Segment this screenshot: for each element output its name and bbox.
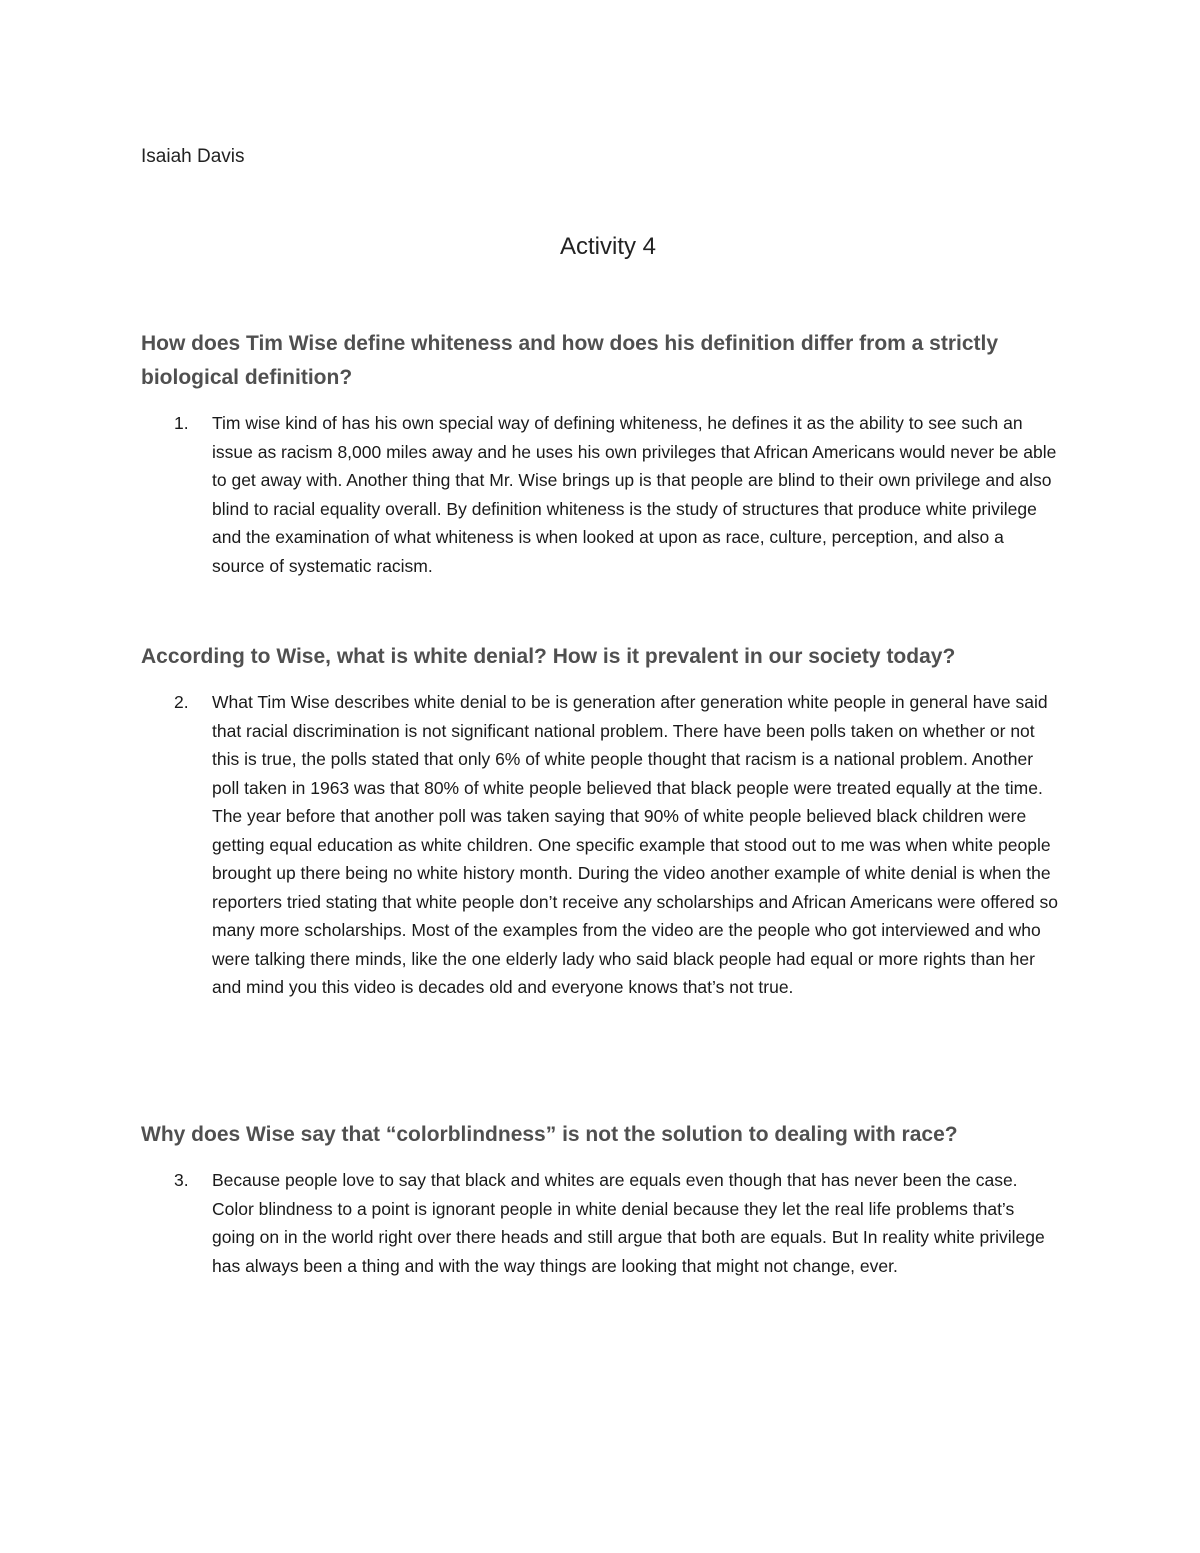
answer-number-2: 2.: [174, 692, 189, 712]
question-heading-2: According to Wise, what is white denial? How is it prevalent in our society today?: [141, 645, 956, 668]
author-name: Isaiah Davis: [141, 146, 245, 167]
question-heading-3: Why does Wise say that “colorblindness” is not the solution to dealing with race?: [141, 1123, 958, 1146]
answer-item-2: [141, 688, 1061, 1058]
answer-text-2: What Tim Wise describes white denial to be is generation after generation white people in general have said that racial discrimination is not significant national problem. There have been polls taken on whether or not this is true, the polls stated that only 6% of white people thought that racism is a national problem. Another poll taken in 1963 was that 80% of white people believed that black people were treated equally at the time. The year before that another poll was taken saying that 90% of white people believed black children were getting equal education as white children. One specific example that stood out to me was when white people brought up there being no white history month. During the video another example of white denial is when the reporters tried stating that white people don’t receive any scholarships and African Americans were offered so many more scholarships. Most of the examples from the video are the people who got interviewed and who were talking there minds, like the one elderly lady who said black people had equal or more rights than her and mind you this video is decades old and everyone knows that’s not true.: [212, 692, 1058, 997]
answer-number-1: 1.: [174, 413, 189, 433]
answer-text-3: Because people love to say that black and whites are equals even though that has never been the case. Color blindness to a point is ignorant people in white denial because they let the real life problems that’s going on in the world right over there heads and still argue that both are equals. But In reality white privilege has always been a thing and with the way things are looking that might not change, ever.: [212, 1170, 1045, 1276]
answer-item-3: [141, 1166, 1061, 1316]
answer-number-3: 3.: [174, 1170, 189, 1190]
question-heading-1: How does Tim Wise define whiteness and how does his definition differ from a strictly biological definition?: [141, 332, 999, 389]
answer-item-1: [141, 409, 1061, 584]
page-title: Activity 4: [559, 233, 657, 260]
answer-text-1: Tim wise kind of has his own special way of defining whiteness, he defines it as the ability to see such an issue as racism 8,000 miles away and he uses his own privileges that African Americans would never be able to get away with. Another thing that Mr. Wise brings up is that people are blind to their own privilege and also blind to racial equality overall. By definition whiteness is the study of structures that produce white privilege and the examination of what whiteness is when looked at upon as race, culture, perception, and also a source of systematic racism.: [212, 413, 1057, 576]
